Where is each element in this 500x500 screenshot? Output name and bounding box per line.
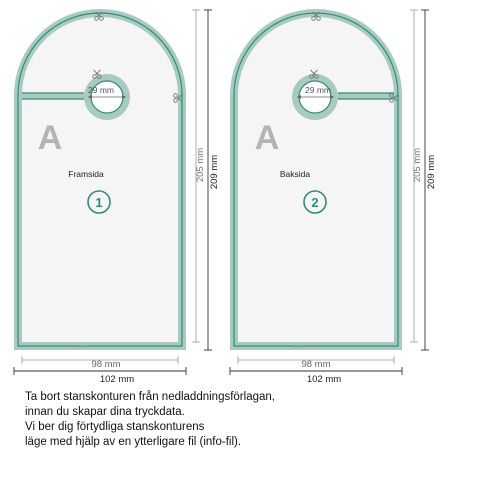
note-line: läge med hjälp av en ytterligare fil (info-fil). (25, 436, 242, 448)
outer-width-label: 102 mm (99, 374, 135, 385)
side-number: 1 (95, 195, 103, 210)
inner-height-label: 205 mm (412, 147, 423, 183)
bleed-tag: 2 mm (293, 344, 305, 349)
side-label: Baksida (279, 169, 311, 179)
bleed-tag: 2 mm (76, 344, 88, 349)
trim-area (22, 17, 178, 342)
panel-front (14, 9, 220, 385)
note-line: Ta bort stanskonturen från nedladdningsförlagan, (25, 391, 275, 403)
hole-dimension-label: 29 mm (305, 85, 331, 95)
side-letter: A (254, 119, 280, 157)
outer-height-label: 209 mm (209, 154, 220, 190)
note-line: innan du skapar dina tryckdata. (25, 406, 185, 418)
inner-width-label: 98 mm (301, 359, 331, 370)
panel-back (230, 9, 437, 385)
outer-width-label: 102 mm (306, 374, 342, 385)
outer-height-label: 209 mm (426, 154, 437, 190)
instruction-note (25, 390, 485, 450)
side-label: Framsida (68, 169, 104, 179)
hole-dimension-label: 29 mm (88, 85, 114, 95)
note-line: Vi ber dig förtydliga stanskonturens (25, 421, 205, 433)
trim-area (238, 17, 394, 342)
inner-height-label: 205 mm (195, 147, 206, 183)
side-number: 2 (311, 195, 319, 210)
side-letter: A (37, 119, 63, 157)
die-cut-slit (338, 93, 394, 99)
inner-width-label: 98 mm (91, 359, 121, 370)
die-cut-slit (22, 93, 84, 99)
